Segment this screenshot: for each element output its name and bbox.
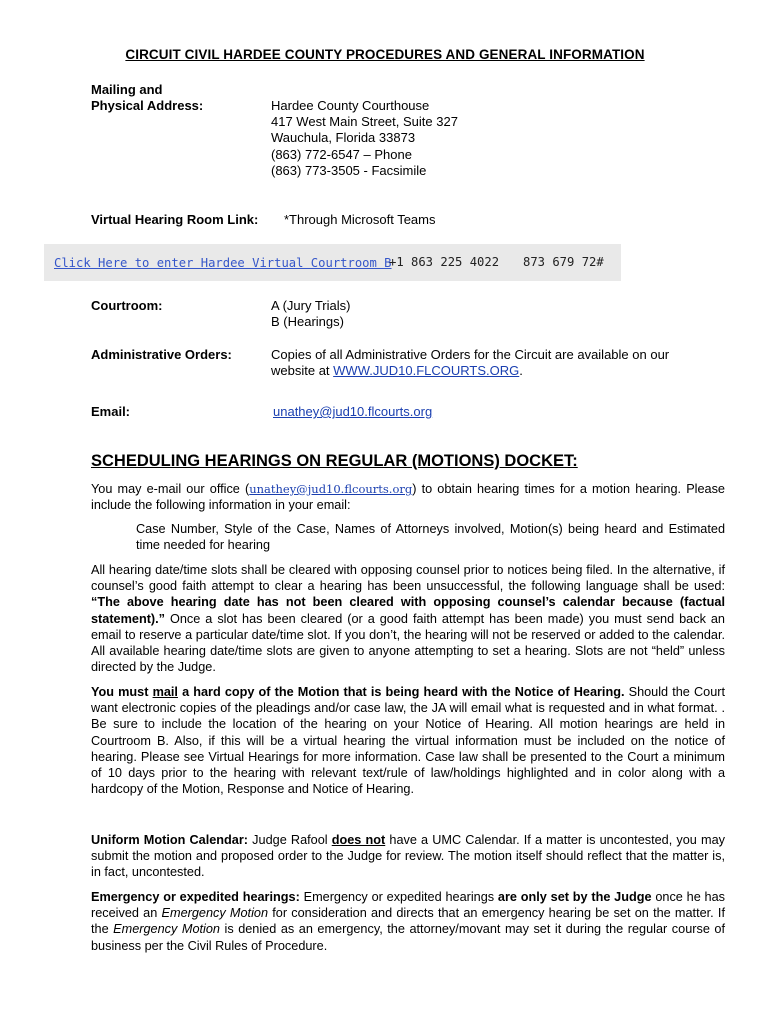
paragraph-emergency	[91, 889, 725, 954]
admin-orders-line1: Copies of all Administrative Orders for the Circuit are available on our	[271, 347, 670, 362]
virtual-courtroom-link[interactable]: Click Here to enter Hardee Virtual Courtroom B	[54, 256, 392, 270]
p4-bold-underline: does not	[331, 833, 386, 847]
paragraph-required-info: Case Number, Style of the Case, Names of Attorneys involved, Motion(s) being heard and Estimated time needed for hearing	[136, 522, 725, 553]
address-label-line1: Mailing and	[91, 82, 163, 97]
page-title: CIRCUIT CIVIL HARDEE COUNTY PROCEDURES AND GENERAL INFORMATION	[125, 47, 645, 62]
p2-bold-statement: “The above hearing date has not been cleared with opposing counsel’s calendar because (factual statement).”	[91, 595, 725, 626]
address-line: (863) 773-3505 - Facsimile	[271, 162, 427, 178]
p4-bold: Uniform Motion Calendar:	[91, 833, 249, 847]
p1-suffix: ) to obtain hearing times for a motion hearing. Please include the following information in your email:	[91, 482, 725, 513]
admin-orders-label: Administrative Orders:	[91, 347, 232, 362]
p4-t2: have a UMC Calendar. If a matter is uncontested, you may submit the motion and proposed order to the Judge for review. The motion itself should reflect that the matter is, in fact, uncontested.	[91, 833, 725, 880]
address-line: 417 West Main Street, Suite 327	[271, 114, 458, 130]
admin-orders-text	[271, 347, 669, 379]
admin-orders-line2	[271, 363, 669, 379]
p2-part2: Once a slot has been cleared (or a good faith attempt has been made) you must send back an email to reserve a particular date/time slot. If you don’t, the hearing will not be reserved or added to the calendar. All available hearing date/time slots are given to anyone attempting to set a hearing. Slots are not “held” unless directed by the Judge.	[91, 611, 725, 675]
p5-bold2: are only set by the Judge	[497, 890, 652, 904]
teams-link-bar	[44, 244, 621, 281]
p4-t1: Judge Rafool	[248, 833, 332, 847]
p5-bold1: Emergency or expedited hearings:	[91, 890, 300, 904]
p5-t4: is denied as an emergency, the attorney/movant may set it during the regular course of business per the Civil Rules of Procedure.	[91, 922, 725, 953]
p3-bold-a: You must	[91, 685, 153, 699]
courtroom-label: Courtroom:	[91, 298, 163, 313]
paragraph-umc	[91, 832, 725, 881]
p5-italic1: Emergency Motion	[161, 906, 269, 921]
p5-t3: for consideration and directs that an emergency hearing be set on the matter. If the	[91, 906, 725, 937]
p1-email-link[interactable]: unathey@jud10.flcourts.org	[249, 482, 413, 496]
paragraph-clearing	[91, 562, 725, 675]
p5-t2: once he has received an	[91, 890, 726, 921]
virtual-phone: +1 863 225 4022	[389, 255, 500, 269]
p5-italic2: Emergency Motion	[113, 922, 220, 937]
email-link[interactable]: unathey@jud10.flcourts.org	[273, 404, 433, 419]
courtroom-line: A (Jury Trials)	[271, 298, 351, 313]
virtual-conference-id: 873 679 72#	[523, 255, 604, 269]
courtroom-line: B (Hearings)	[271, 314, 344, 330]
address-line: Wauchula, Florida 33873	[271, 130, 416, 146]
paragraph-hard-copy	[91, 684, 725, 797]
paragraph-email-request	[91, 481, 725, 513]
p3-rest: Should the Court want electronic copies of the pleadings and/or case law, the JA will email what is requested and in what format. . Be sure to include the location of the hearing on your Notice of Hearing. All motion hearings are held in Courtroom B. Also, if this will be a virtual hearing the virtual information must be included on the notice of hearing. Please see Virtual Hearings for more information. Case law shall be presented to the Court a minimum of 10 days prior to the hearing with relevant text/rule of law/holdings highlighted and in color along with a hardcopy of the Motion, Response and Notice of Hearing.	[91, 685, 726, 797]
courtroom-values	[271, 298, 350, 330]
p3-bold-underline: mail	[152, 685, 178, 699]
address-line: (863) 772-6547 – Phone	[271, 146, 412, 162]
address-line: Hardee County Courthouse	[271, 98, 430, 113]
p5-t1: Emergency or expedited hearings	[299, 890, 498, 904]
admin-orders-prefix: website at	[271, 363, 334, 379]
address-block	[271, 98, 458, 179]
p2-part1: All hearing date/time slots shall be cleared with opposing counsel prior to notices being filed. In the alternative, if counsel’s good faith attempt to clear a hearing has been unsuccessful, the following language shall be used:	[91, 563, 725, 594]
section-heading: SCHEDULING HEARINGS ON REGULAR (MOTIONS) DOCKET:	[91, 452, 578, 470]
p1-prefix: You may e-mail our office (	[91, 482, 250, 496]
virtual-value: *Through Microsoft Teams	[284, 212, 436, 227]
address-label	[91, 82, 203, 114]
website-link[interactable]: WWW.JUD10.FLCOURTS.ORG	[333, 363, 520, 379]
email-label: Email:	[91, 404, 131, 419]
address-label-line2: Physical Address:	[91, 98, 204, 113]
admin-orders-suffix: .	[519, 363, 523, 379]
p3-bold-b: a hard copy of the Motion that is being heard with the Notice of Hearing.	[177, 685, 625, 699]
virtual-label: Virtual Hearing Room Link:	[91, 212, 259, 227]
